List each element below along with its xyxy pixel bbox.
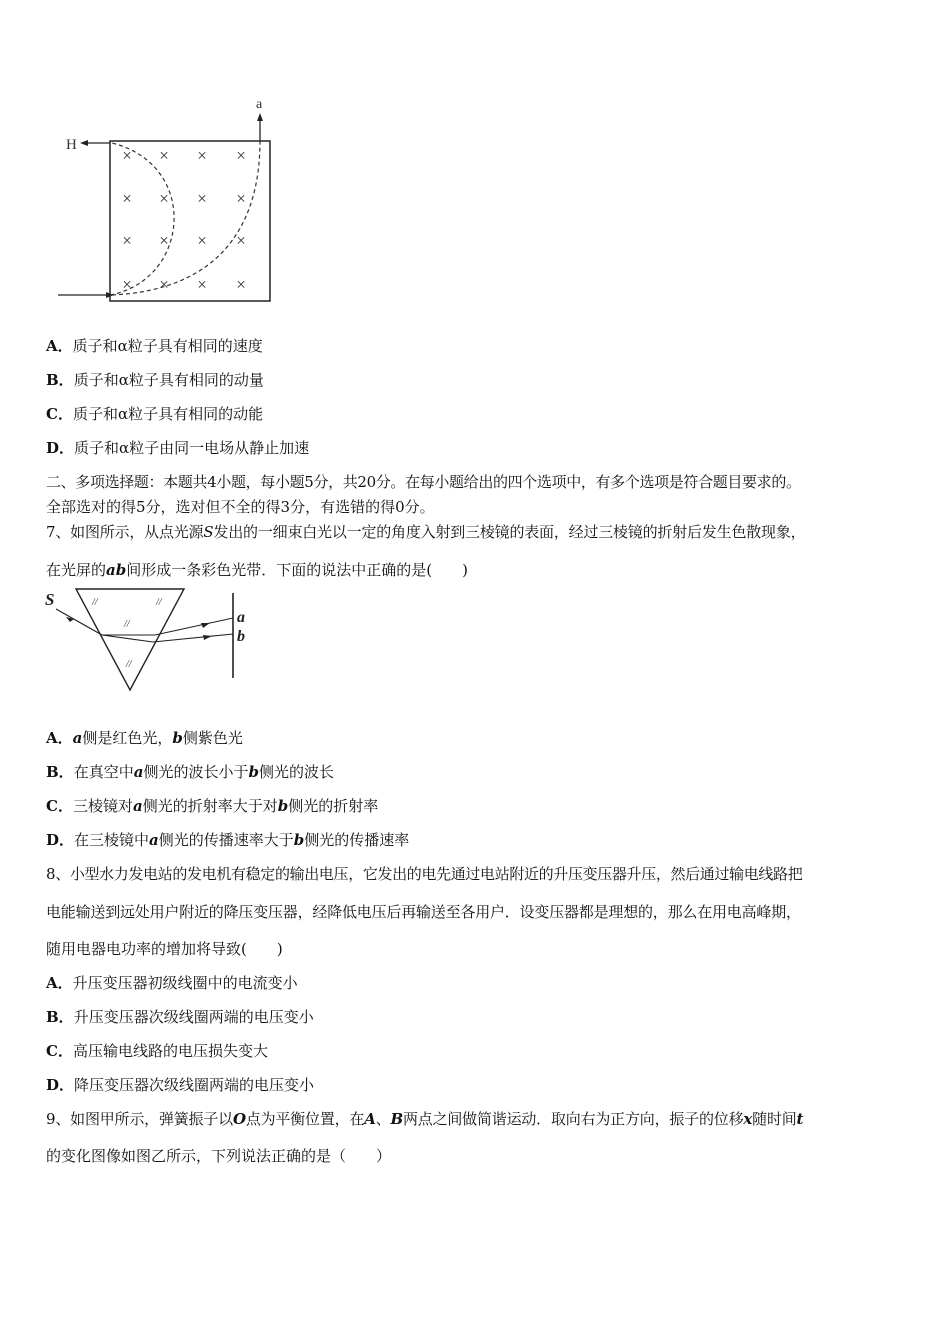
- symbol-A: A: [364, 1110, 376, 1128]
- field-region-box: [110, 141, 270, 301]
- field-cross: ×: [236, 275, 246, 294]
- option-letter: A．: [46, 337, 73, 355]
- field-cross: ×: [159, 146, 169, 165]
- option-letter: C．: [46, 1042, 73, 1060]
- glass-mark: //: [92, 597, 98, 608]
- symbol-a: a: [149, 831, 159, 849]
- magnetic-field-figure: [50, 95, 290, 315]
- label-a: a: [237, 609, 245, 626]
- incident-ray: [56, 609, 102, 635]
- ray-b: [153, 634, 233, 642]
- label-a: a: [256, 97, 263, 112]
- q9-text: 9、如图甲所示，弹簧振子以: [46, 1110, 233, 1128]
- q9-text: 点为平衡位置，在: [245, 1110, 365, 1128]
- q8-option-b: [46, 1007, 314, 1027]
- field-cross: ×: [122, 189, 132, 208]
- q7-option-b: [46, 762, 334, 782]
- option-text: 降压变压器次级线圈两端的电压变小: [74, 1076, 315, 1094]
- q9-text: 随时间: [752, 1110, 797, 1128]
- symbol-a: a: [132, 797, 143, 815]
- option-text: 质子和α粒子具有相同的动量: [73, 371, 264, 389]
- q6-option-a: [46, 336, 263, 356]
- a-arrowhead: [257, 113, 263, 121]
- ray-a-arrowhead: [201, 623, 210, 628]
- option-letter: A．: [46, 729, 73, 747]
- option-text: 在三棱镜中: [74, 831, 150, 849]
- option-letter: B．: [46, 1008, 74, 1026]
- symbol-t: t: [796, 1110, 804, 1128]
- q7-option-a: [46, 728, 243, 748]
- option-text: 质子和α粒子具有相同的速度: [72, 337, 263, 355]
- q7-option-c: [46, 796, 378, 816]
- q6-option-b: [46, 370, 264, 390]
- field-cross: ×: [159, 231, 169, 250]
- option-text: 侧光的传播速率大于: [158, 831, 294, 849]
- label-b: b: [237, 628, 245, 645]
- field-cross: ×: [197, 275, 207, 294]
- option-letter: B．: [46, 371, 74, 389]
- q6-option-d: [46, 438, 309, 458]
- option-letter: A．: [46, 974, 73, 992]
- glass-mark: //: [124, 619, 130, 630]
- option-letter: C．: [46, 797, 73, 815]
- q8-stem-line3: 随用电器电功率的增加将导致( ): [46, 940, 283, 958]
- q8-option-c: [46, 1041, 268, 1061]
- field-cross: ×: [159, 275, 169, 294]
- option-text: 侧光的波长小于: [143, 763, 249, 781]
- option-text: 侧光的传播速率: [304, 831, 410, 849]
- option-text: 高压输电线路的电压损失变大: [72, 1042, 268, 1060]
- q9-stem-line1: [46, 1109, 803, 1129]
- option-letter: D．: [46, 439, 75, 457]
- field-cross: ×: [122, 275, 132, 294]
- symbol-b: b: [277, 797, 289, 815]
- inside-ray-b: [102, 635, 153, 642]
- field-cross: ×: [122, 231, 132, 250]
- q8-option-a: [46, 973, 298, 993]
- option-text: 质子和α粒子具有相同的动能: [72, 405, 264, 423]
- q7-stem-line1: [46, 522, 805, 542]
- q8-stem-line1: 8、小型水力发电站的发电机有稳定的输出电压，它发出的电先通过电站附近的升压变压器升压，然后通过输电线路把: [46, 865, 803, 883]
- field-cross: ×: [197, 231, 207, 250]
- q6-option-c: [46, 404, 263, 424]
- option-text: 三棱镜对: [72, 797, 133, 815]
- q7-text: 发出的一细束白光以一定的角度入射到三棱镜的表面，经过三棱镜的折射后发生色散现象，: [213, 523, 806, 541]
- option-text: 质子和α粒子由同一电场从静止加速: [74, 439, 310, 457]
- glass-mark: //: [156, 597, 162, 608]
- option-text: 升压变压器初级线圈中的电流变小: [72, 974, 298, 992]
- symbol-b: b: [293, 831, 305, 849]
- q8-stem-line2: 电能输送到远处用户附近的降压变压器，经降低电压后再输送至各用户．设变压器都是理想的，那么在用电高峰期，: [46, 903, 801, 921]
- q7-text: 在光屏的: [46, 561, 107, 579]
- symbol-O: O: [232, 1110, 246, 1128]
- q7-stem-line2: [46, 560, 468, 580]
- option-text: 侧是红色光，: [82, 729, 173, 747]
- q8-option-d: [46, 1075, 314, 1095]
- q7-text: 7、如图所示，从点光源: [46, 523, 204, 541]
- field-cross: ×: [236, 146, 246, 165]
- field-cross: ×: [236, 189, 246, 208]
- field-cross: ×: [122, 146, 132, 165]
- field-cross: ×: [159, 189, 169, 208]
- symbol-B: B: [390, 1110, 403, 1128]
- option-letter: D．: [46, 1076, 75, 1094]
- option-text: 侧紫色光: [182, 729, 243, 747]
- option-letter: C．: [46, 405, 73, 423]
- symbol-x: x: [743, 1110, 753, 1128]
- q7-text: 间形成一条彩色光带．下面的说法中正确的是( ): [126, 561, 468, 579]
- q9-stem-line2: 的变化图像如图乙所示，下列说法正确的是（ ）: [46, 1147, 392, 1165]
- prism-figure: [40, 585, 270, 700]
- q9-text: 两点之间做简谐运动．取向右为正方向，振子的位移: [402, 1110, 744, 1128]
- q7-S-symbol: S: [203, 523, 214, 541]
- option-text: 侧光的波长: [258, 763, 334, 781]
- incident-arrowhead: [66, 617, 74, 622]
- section2-line1: 二、多项选择题：本题共4小题，每小题5分，共20分。在每小题给出的四个选项中，有多个选项是符合题目要求的。: [46, 473, 801, 491]
- q7-option-d: [46, 830, 409, 850]
- option-text: 侧光的折射率大于对: [142, 797, 278, 815]
- option-text: 侧光的折射率: [288, 797, 379, 815]
- q9-text: 、: [375, 1110, 391, 1128]
- symbol-b: b: [172, 729, 183, 747]
- label-H: H: [66, 137, 77, 153]
- q7-ab-symbol: ab: [106, 561, 127, 579]
- section2-line2: 全部选对的得5分，选对但不全的得3分，有选错的得0分。: [46, 498, 435, 516]
- symbol-a: a: [133, 763, 144, 781]
- H-arrowhead: [80, 140, 88, 146]
- field-cross: ×: [197, 146, 207, 165]
- option-letter: B．: [46, 763, 74, 781]
- field-cross: ×: [236, 231, 246, 250]
- glass-mark: //: [126, 659, 132, 670]
- option-text: 升压变压器次级线圈两端的电压变小: [73, 1008, 314, 1026]
- proton-trajectory: [110, 143, 174, 295]
- symbol-b: b: [248, 763, 259, 781]
- label-S: S: [45, 590, 55, 609]
- field-cross: ×: [197, 189, 207, 208]
- option-text: 在真空中: [73, 763, 134, 781]
- option-letter: D．: [46, 831, 75, 849]
- symbol-a: a: [72, 729, 83, 747]
